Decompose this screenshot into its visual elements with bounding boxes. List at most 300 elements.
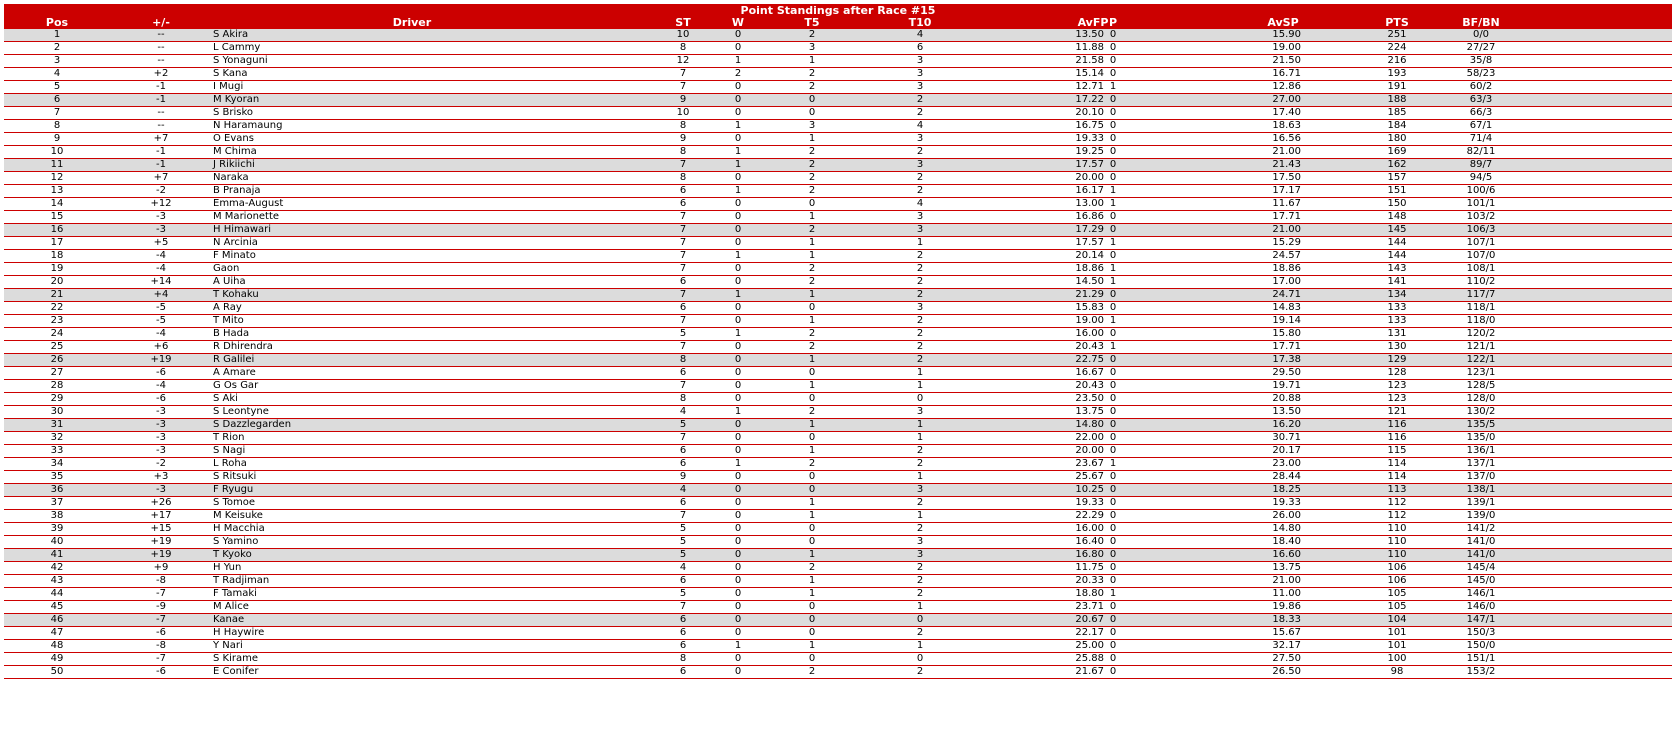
cell-pos: 28 [50, 380, 64, 391]
cell-starts: 8 [679, 653, 687, 664]
cell-points: 162 [1387, 159, 1407, 170]
cell-wins: 0 [734, 380, 742, 391]
column-header-points: PTS [1385, 16, 1409, 29]
cell-pos: 49 [50, 653, 64, 664]
cell-starts: 7 [679, 341, 687, 352]
cell-bf-bn: 67/1 [1469, 120, 1493, 131]
cell-change: -- [157, 107, 165, 118]
cell-bf-bn: 107/0 [1466, 250, 1496, 261]
cell-change: -3 [156, 432, 166, 443]
cell-poles: 0 [1109, 107, 1117, 118]
cell-driver: N Haramaung [213, 120, 283, 131]
table-row [4, 133, 1672, 146]
cell-starts: 6 [679, 666, 687, 677]
cell-pos: 50 [50, 666, 64, 677]
cell-driver: F Tamaki [213, 588, 257, 599]
cell-wins: 0 [734, 29, 742, 40]
cell-change: -1 [156, 81, 166, 92]
cell-starts: 5 [679, 536, 687, 547]
cell-pos: 37 [50, 497, 64, 508]
cell-avg-start: 15.80 [1272, 328, 1301, 339]
cell-poles: 0 [1109, 549, 1117, 560]
cell-driver: S Aki [213, 393, 238, 404]
cell-change: -8 [156, 640, 166, 651]
cell-points: 130 [1387, 341, 1407, 352]
cell-poles: 0 [1109, 484, 1117, 495]
cell-change: -7 [156, 614, 166, 625]
cell-wins: 0 [734, 341, 742, 352]
cell-top5: 1 [808, 510, 816, 521]
table-row [4, 237, 1672, 250]
cell-points: 105 [1387, 601, 1407, 612]
cell-avg-start: 21.43 [1272, 159, 1301, 170]
cell-avg-start: 17.40 [1272, 107, 1301, 118]
table-row [4, 68, 1672, 81]
cell-top5: 0 [808, 107, 816, 118]
cell-avg-finish: 22.00 [1075, 432, 1104, 443]
table-row [4, 94, 1672, 107]
cell-top10: 6 [916, 42, 924, 53]
cell-avg-start: 21.50 [1272, 55, 1301, 66]
cell-top10: 4 [916, 198, 924, 209]
cell-change: +7 [153, 133, 169, 144]
cell-poles: 0 [1109, 146, 1117, 157]
cell-wins: 0 [734, 653, 742, 664]
table-row [4, 328, 1672, 341]
cell-points: 145 [1387, 224, 1407, 235]
cell-top5: 2 [808, 328, 816, 339]
cell-top5: 2 [808, 562, 816, 573]
cell-top5: 1 [808, 315, 816, 326]
cell-avg-start: 21.00 [1272, 575, 1301, 586]
cell-top5: 2 [808, 406, 816, 417]
cell-bf-bn: 153/2 [1466, 666, 1496, 677]
cell-driver: M Alice [213, 601, 249, 612]
cell-starts: 6 [679, 185, 687, 196]
cell-avg-start: 16.60 [1272, 549, 1301, 560]
cell-bf-bn: 139/0 [1466, 510, 1496, 521]
cell-avg-finish: 25.67 [1075, 471, 1104, 482]
cell-top5: 1 [808, 211, 816, 222]
cell-driver: Emma-August [213, 198, 284, 209]
cell-bf-bn: 0/0 [1472, 29, 1490, 40]
cell-driver: T Mito [213, 315, 244, 326]
cell-driver: N Arcinia [213, 237, 258, 248]
cell-driver: L Roha [213, 458, 247, 469]
cell-starts: 9 [679, 471, 687, 482]
cell-bf-bn: 135/0 [1466, 432, 1496, 443]
cell-avg-finish: 18.86 [1075, 263, 1104, 274]
cell-avg-start: 24.57 [1272, 250, 1301, 261]
cell-bf-bn: 128/0 [1466, 393, 1496, 404]
cell-points: 104 [1387, 614, 1407, 625]
cell-change: -- [157, 29, 165, 40]
cell-avg-start: 30.71 [1272, 432, 1301, 443]
cell-avg-start: 26.50 [1272, 666, 1301, 677]
cell-change: +19 [150, 354, 172, 365]
cell-driver: A Ray [213, 302, 242, 313]
cell-wins: 0 [734, 81, 742, 92]
cell-driver: B Hada [213, 328, 250, 339]
cell-change: +2 [153, 68, 169, 79]
cell-poles: 0 [1109, 601, 1117, 612]
cell-top10: 3 [916, 133, 924, 144]
cell-points: 216 [1387, 55, 1407, 66]
cell-starts: 5 [679, 523, 687, 534]
cell-wins: 0 [734, 276, 742, 287]
cell-wins: 0 [734, 315, 742, 326]
cell-change: -7 [156, 588, 166, 599]
cell-poles: 1 [1109, 185, 1117, 196]
cell-points: 123 [1387, 393, 1407, 404]
cell-pos: 22 [50, 302, 64, 313]
cell-wins: 0 [734, 523, 742, 534]
cell-pos: 5 [53, 81, 61, 92]
cell-avg-start: 18.63 [1272, 120, 1301, 131]
cell-points: 112 [1387, 497, 1407, 508]
table-row [4, 315, 1672, 328]
cell-top5: 1 [808, 354, 816, 365]
cell-change: -3 [156, 445, 166, 456]
cell-avg-finish: 25.00 [1075, 640, 1104, 651]
cell-driver: S Leontyne [213, 406, 269, 417]
cell-driver: F Minato [213, 250, 256, 261]
cell-driver: E Conifer [213, 666, 259, 677]
cell-points: 144 [1387, 237, 1407, 248]
cell-change: +12 [150, 198, 172, 209]
cell-bf-bn: 82/11 [1466, 146, 1496, 157]
cell-poles: 0 [1109, 393, 1117, 404]
cell-poles: 0 [1109, 68, 1117, 79]
cell-wins: 2 [734, 68, 742, 79]
cell-top10: 1 [916, 237, 924, 248]
cell-poles: 0 [1109, 172, 1117, 183]
cell-driver: S Ritsuki [213, 471, 257, 482]
cell-top10: 4 [916, 120, 924, 131]
cell-wins: 1 [734, 640, 742, 651]
cell-avg-start: 19.71 [1272, 380, 1301, 391]
cell-starts: 7 [679, 263, 687, 274]
cell-points: 150 [1387, 198, 1407, 209]
cell-top10: 0 [916, 653, 924, 664]
cell-poles: 0 [1109, 627, 1117, 638]
cell-poles: 0 [1109, 536, 1117, 547]
cell-wins: 0 [734, 510, 742, 521]
cell-driver: M Marionette [213, 211, 280, 222]
cell-avg-finish: 20.00 [1075, 172, 1104, 183]
cell-points: 129 [1387, 354, 1407, 365]
cell-avg-finish: 17.29 [1075, 224, 1104, 235]
cell-pos: 35 [50, 471, 64, 482]
cell-driver: S Tomoe [213, 497, 256, 508]
cell-avg-finish: 19.25 [1075, 146, 1104, 157]
cell-wins: 1 [734, 406, 742, 417]
column-header-poles: P [1108, 16, 1118, 29]
cell-driver: B Pranaja [213, 185, 261, 196]
cell-top5: 0 [808, 536, 816, 547]
cell-top5: 1 [808, 250, 816, 261]
table-row [4, 523, 1672, 536]
cell-pos: 14 [50, 198, 64, 209]
cell-avg-finish: 23.71 [1075, 601, 1104, 612]
cell-top10: 1 [916, 432, 924, 443]
cell-change: -3 [156, 406, 166, 417]
cell-change: -4 [156, 263, 166, 274]
cell-change: -1 [156, 159, 166, 170]
cell-bf-bn: 130/2 [1466, 406, 1496, 417]
table-row [4, 107, 1672, 120]
cell-pos: 46 [50, 614, 64, 625]
cell-bf-bn: 150/3 [1466, 627, 1496, 638]
cell-top5: 2 [808, 666, 816, 677]
cell-avg-start: 14.83 [1272, 302, 1301, 313]
cell-top10: 1 [916, 601, 924, 612]
table-row [4, 81, 1672, 94]
cell-top10: 3 [916, 55, 924, 66]
cell-top5: 2 [808, 146, 816, 157]
cell-top5: 0 [808, 523, 816, 534]
cell-bf-bn: 63/3 [1469, 94, 1493, 105]
cell-wins: 0 [734, 198, 742, 209]
cell-avg-start: 16.71 [1272, 68, 1301, 79]
cell-top5: 1 [808, 575, 816, 586]
cell-top5: 0 [808, 627, 816, 638]
cell-avg-start: 21.00 [1272, 224, 1301, 235]
cell-avg-start: 18.33 [1272, 614, 1301, 625]
cell-wins: 0 [734, 237, 742, 248]
cell-change: -- [157, 120, 165, 131]
cell-poles: 0 [1109, 328, 1117, 339]
cell-pos: 1 [53, 29, 61, 40]
cell-avg-finish: 20.43 [1075, 380, 1104, 391]
cell-change: -2 [156, 185, 166, 196]
table-row [4, 484, 1672, 497]
cell-poles: 0 [1109, 250, 1117, 261]
cell-top10: 1 [916, 510, 924, 521]
cell-change: -3 [156, 484, 166, 495]
cell-wins: 0 [734, 588, 742, 599]
cell-change: -6 [156, 627, 166, 638]
table-row [4, 159, 1672, 172]
cell-top10: 3 [916, 549, 924, 560]
cell-avg-finish: 20.14 [1075, 250, 1104, 261]
table-row [4, 458, 1672, 471]
cell-points: 251 [1387, 29, 1407, 40]
column-header-row [4, 17, 1672, 29]
cell-avg-finish: 22.17 [1075, 627, 1104, 638]
cell-top10: 3 [916, 484, 924, 495]
cell-avg-start: 19.00 [1272, 42, 1301, 53]
cell-poles: 0 [1109, 510, 1117, 521]
cell-starts: 8 [679, 393, 687, 404]
cell-poles: 0 [1109, 653, 1117, 664]
cell-pos: 20 [50, 276, 64, 287]
cell-avg-finish: 16.80 [1075, 549, 1104, 560]
cell-change: +14 [150, 276, 172, 287]
cell-bf-bn: 35/8 [1469, 55, 1493, 66]
cell-driver: S Yonaguni [213, 55, 268, 66]
cell-pos: 15 [50, 211, 64, 222]
cell-wins: 1 [734, 120, 742, 131]
cell-change: +6 [153, 341, 169, 352]
cell-poles: 0 [1109, 289, 1117, 300]
cell-pos: 12 [50, 172, 64, 183]
cell-top10: 3 [916, 211, 924, 222]
column-header-top10: T10 [908, 16, 932, 29]
cell-poles: 0 [1109, 666, 1117, 677]
cell-avg-start: 32.17 [1272, 640, 1301, 651]
cell-poles: 0 [1109, 29, 1117, 40]
cell-pos: 25 [50, 341, 64, 352]
cell-avg-finish: 22.75 [1075, 354, 1104, 365]
cell-pos: 26 [50, 354, 64, 365]
cell-driver: H Yun [213, 562, 242, 573]
cell-top5: 1 [808, 549, 816, 560]
cell-starts: 5 [679, 588, 687, 599]
cell-pos: 6 [53, 94, 61, 105]
table-row [4, 432, 1672, 445]
cell-driver: Y Nari [213, 640, 243, 651]
cell-top10: 2 [916, 328, 924, 339]
cell-wins: 0 [734, 302, 742, 313]
cell-poles: 0 [1109, 562, 1117, 573]
table-row [4, 406, 1672, 419]
cell-starts: 7 [679, 510, 687, 521]
table-row [4, 289, 1672, 302]
cell-bf-bn: 146/0 [1466, 601, 1496, 612]
cell-starts: 7 [679, 315, 687, 326]
cell-avg-finish: 19.00 [1075, 315, 1104, 326]
cell-bf-bn: 71/4 [1469, 133, 1493, 144]
cell-avg-start: 28.44 [1272, 471, 1301, 482]
column-header-driver: Driver [392, 16, 432, 29]
cell-poles: 0 [1109, 42, 1117, 53]
column-header-change: +/- [152, 16, 170, 29]
cell-bf-bn: 60/2 [1469, 81, 1493, 92]
cell-avg-finish: 21.67 [1075, 666, 1104, 677]
cell-points: 141 [1387, 276, 1407, 287]
cell-avg-start: 17.71 [1272, 341, 1301, 352]
cell-bf-bn: 138/1 [1466, 484, 1496, 495]
cell-wins: 0 [734, 536, 742, 547]
cell-avg-start: 15.29 [1272, 237, 1301, 248]
cell-avg-start: 18.40 [1272, 536, 1301, 547]
cell-driver: Kanae [213, 614, 245, 625]
cell-driver: A Uiha [213, 276, 246, 287]
cell-change: +7 [153, 172, 169, 183]
cell-wins: 0 [734, 354, 742, 365]
table-row [4, 497, 1672, 510]
cell-wins: 1 [734, 146, 742, 157]
cell-poles: 1 [1109, 588, 1117, 599]
cell-top5: 0 [808, 471, 816, 482]
cell-top5: 3 [808, 120, 816, 131]
cell-wins: 0 [734, 497, 742, 508]
cell-top10: 0 [916, 393, 924, 404]
cell-avg-start: 19.86 [1272, 601, 1301, 612]
cell-avg-finish: 16.00 [1075, 328, 1104, 339]
cell-poles: 1 [1109, 276, 1117, 287]
cell-avg-start: 16.56 [1272, 133, 1301, 144]
cell-avg-start: 21.00 [1272, 146, 1301, 157]
cell-avg-finish: 20.67 [1075, 614, 1104, 625]
cell-bf-bn: 101/1 [1466, 198, 1496, 209]
cell-avg-start: 20.88 [1272, 393, 1301, 404]
cell-starts: 7 [679, 250, 687, 261]
cell-bf-bn: 121/1 [1466, 341, 1496, 352]
cell-points: 185 [1387, 107, 1407, 118]
cell-avg-start: 13.50 [1272, 406, 1301, 417]
cell-points: 116 [1387, 432, 1407, 443]
cell-wins: 0 [734, 614, 742, 625]
cell-top10: 1 [916, 419, 924, 430]
cell-avg-start: 17.50 [1272, 172, 1301, 183]
cell-wins: 0 [734, 666, 742, 677]
cell-top10: 2 [916, 94, 924, 105]
column-header-avg-finish: AvFP [1077, 16, 1109, 29]
cell-top10: 3 [916, 302, 924, 313]
cell-points: 143 [1387, 263, 1407, 274]
cell-driver: S Brisko [213, 107, 254, 118]
cell-starts: 8 [679, 146, 687, 157]
cell-avg-finish: 17.22 [1075, 94, 1104, 105]
cell-top5: 1 [808, 419, 816, 430]
cell-wins: 0 [734, 107, 742, 118]
cell-driver: S Dazzlegarden [213, 419, 292, 430]
cell-points: 157 [1387, 172, 1407, 183]
cell-avg-start: 27.50 [1272, 653, 1301, 664]
cell-change: +26 [150, 497, 172, 508]
cell-poles: 1 [1109, 198, 1117, 209]
table-row [4, 549, 1672, 562]
cell-change: +19 [150, 549, 172, 560]
cell-poles: 1 [1109, 81, 1117, 92]
cell-top10: 2 [916, 575, 924, 586]
cell-top5: 0 [808, 367, 816, 378]
cell-points: 128 [1387, 367, 1407, 378]
cell-bf-bn: 150/0 [1466, 640, 1496, 651]
cell-change: -4 [156, 328, 166, 339]
cell-driver: H Himawari [213, 224, 272, 235]
cell-avg-start: 15.67 [1272, 627, 1301, 638]
sheet-title: Point Standings after Race #15 [4, 4, 1672, 17]
cell-points: 148 [1387, 211, 1407, 222]
table-row [4, 653, 1672, 666]
cell-bf-bn: 66/3 [1469, 107, 1493, 118]
cell-starts: 7 [679, 224, 687, 235]
cell-avg-start: 11.67 [1272, 198, 1301, 209]
cell-top5: 2 [808, 341, 816, 352]
table-row [4, 367, 1672, 380]
cell-avg-finish: 23.50 [1075, 393, 1104, 404]
cell-starts: 5 [679, 328, 687, 339]
cell-avg-finish: 14.50 [1075, 276, 1104, 287]
cell-pos: 2 [53, 42, 61, 53]
cell-points: 123 [1387, 380, 1407, 391]
cell-starts: 7 [679, 81, 687, 92]
table-row [4, 42, 1672, 55]
cell-top5: 1 [808, 445, 816, 456]
cell-pos: 40 [50, 536, 64, 547]
cell-avg-finish: 20.43 [1075, 341, 1104, 352]
cell-poles: 0 [1109, 354, 1117, 365]
cell-avg-finish: 10.25 [1075, 484, 1104, 495]
table-row [4, 510, 1672, 523]
column-header-avg-start: AvSP [1267, 16, 1299, 29]
cell-bf-bn: 122/1 [1466, 354, 1496, 365]
cell-points: 105 [1387, 588, 1407, 599]
cell-pos: 8 [53, 120, 61, 131]
